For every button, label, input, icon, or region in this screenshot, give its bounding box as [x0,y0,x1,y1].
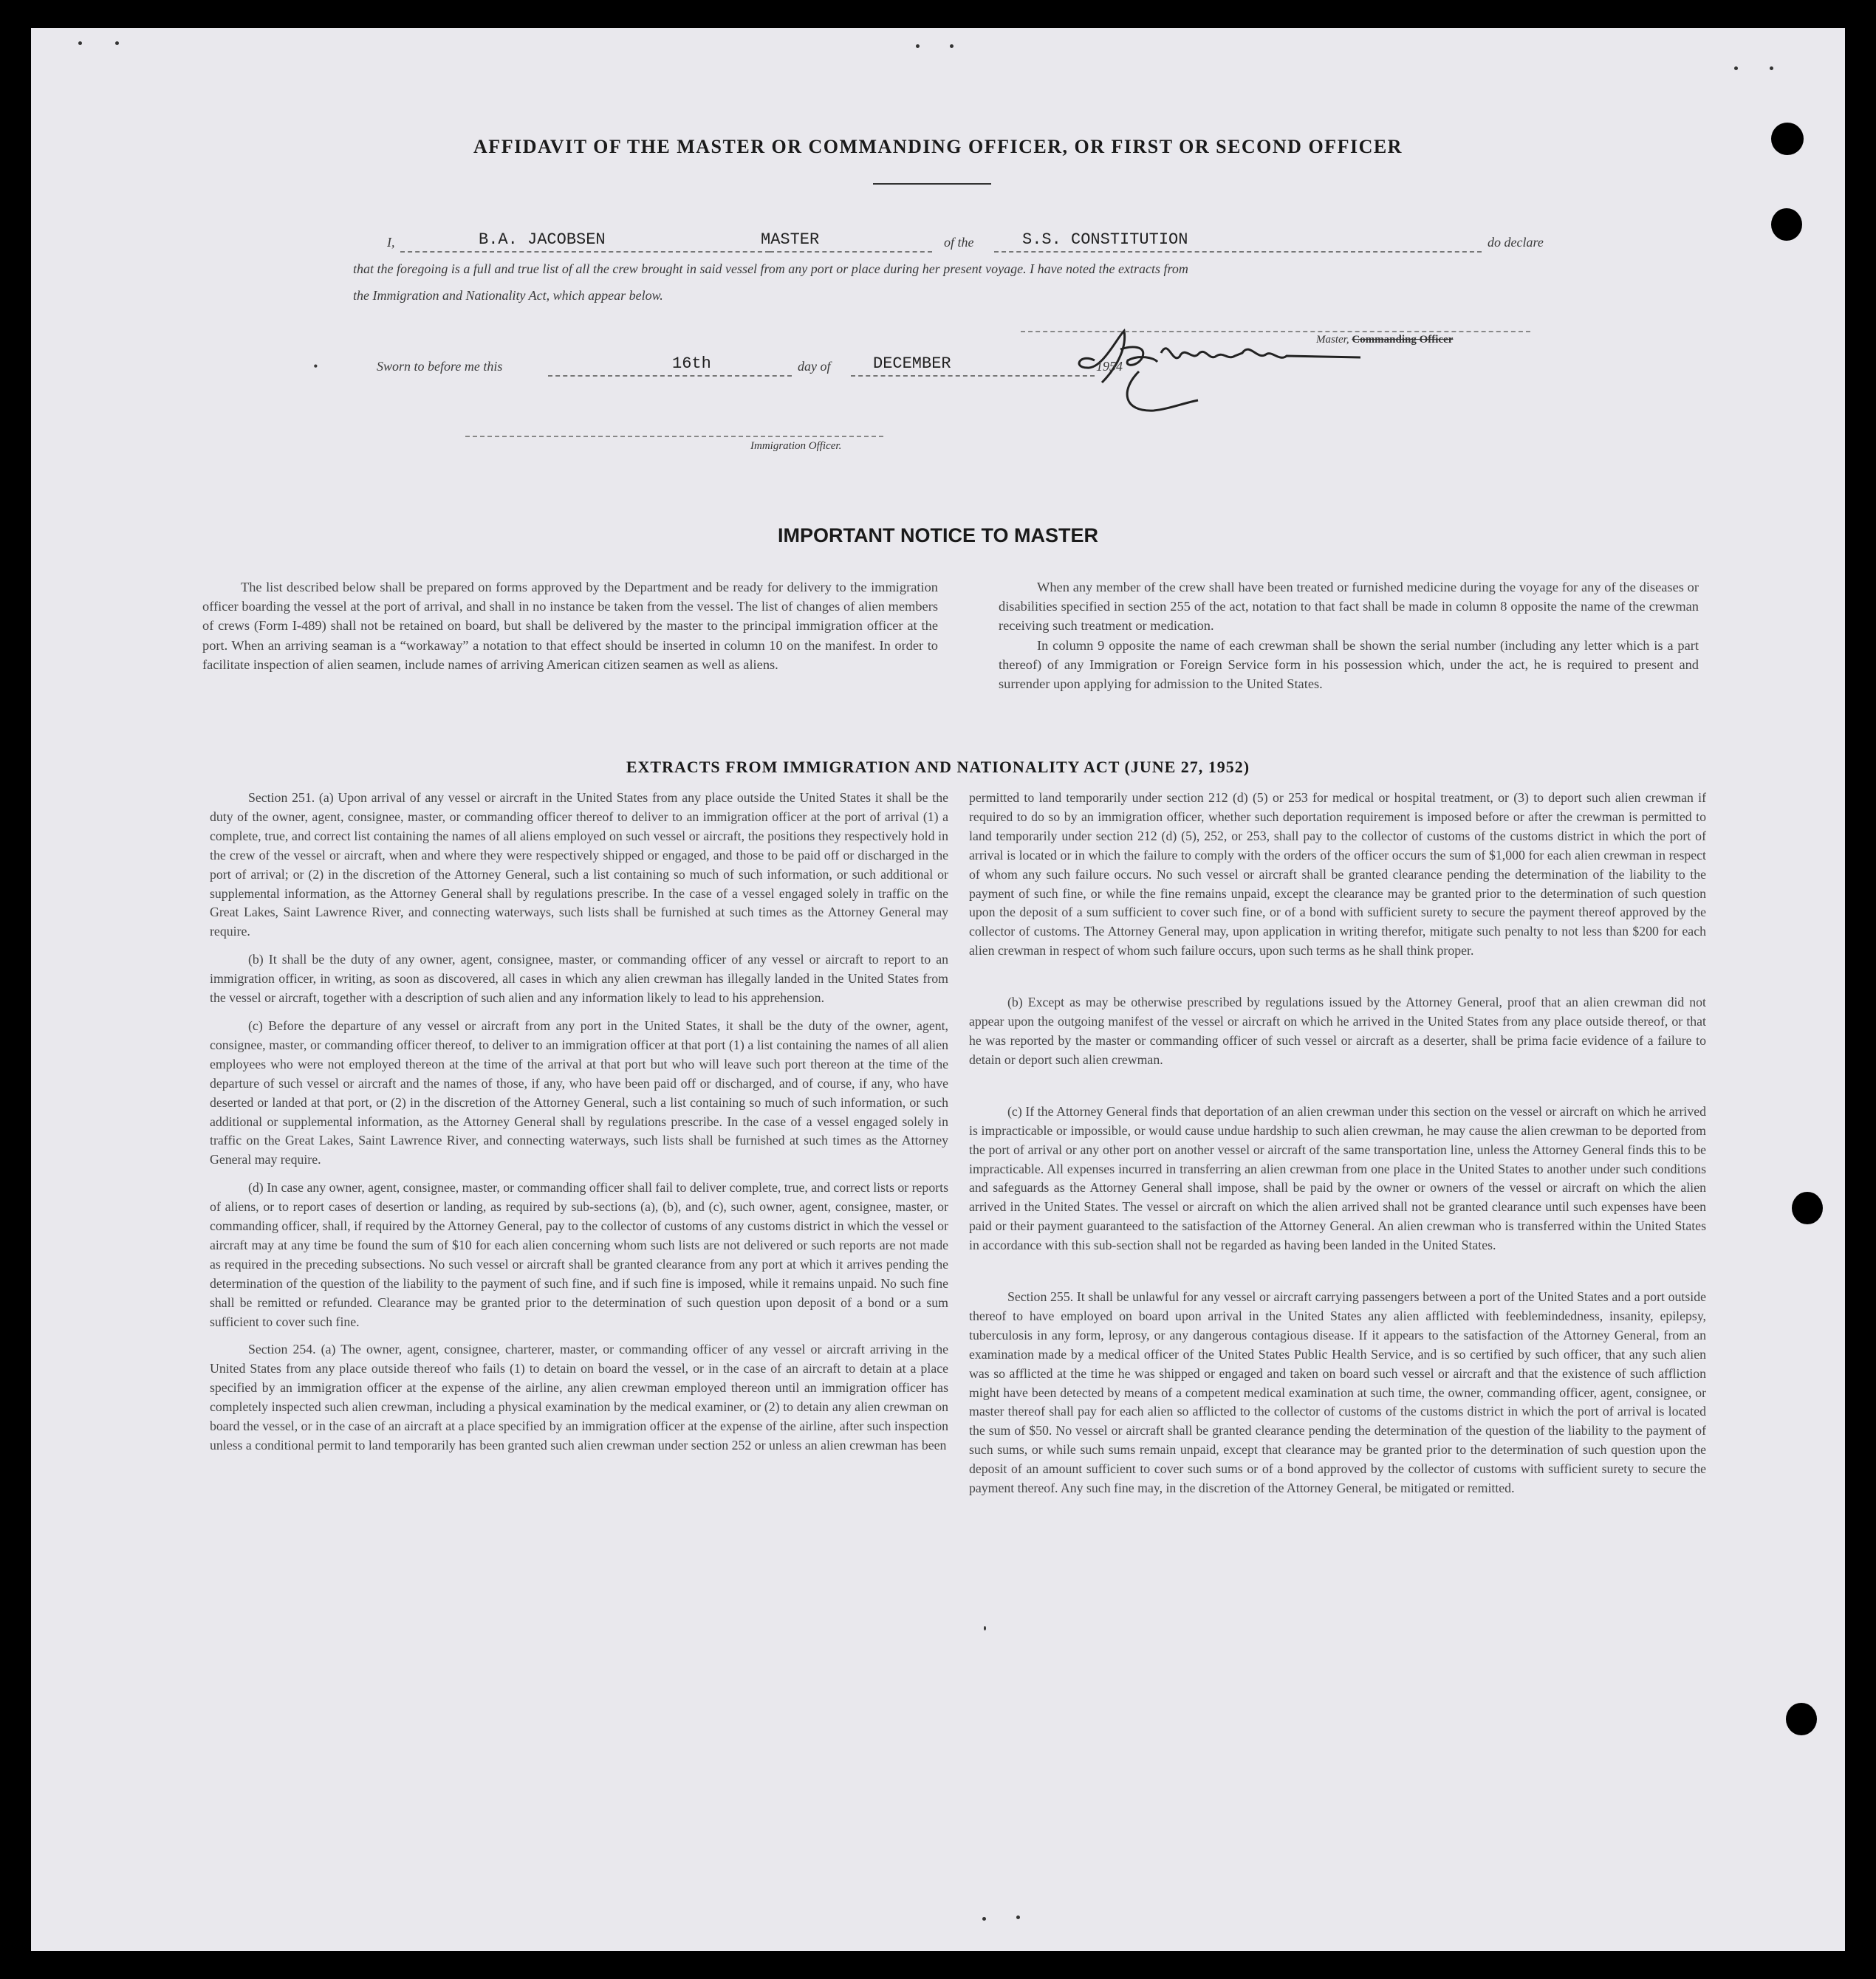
affidavit-statement-line-1: that the foregoing is a full and true list of all the crew brought in said vessel from any port or place during her present voyage. I have noted the extracts from [353,261,1188,276]
binder-hole-second [1771,208,1802,241]
section-251-b: (b) It shall be the duty of any owner, agent, consignee, master, or commanding officer of any vessel or aircraft to report to an immigration officer, in writing, as soon as discovered, all cases in which any alien crewman has illegally landed in the United States from the vessel or aircraft, together with a description of such alien and any information likely to lead to his apprehension. [210,952,948,1006]
section-254-a: Section 254. (a) The owner, agent, consignee, charterer, master, or commanding officer of any vessel or aircraft arriving in the United States from any place outside thereof who fails (1) to detain on board the vessel, or in the case of an aircraft to detain at a place specified by an immigration officer at the expense of the airline, any alien crewman employed thereon until an immigration officer has completely inspected such alien crewman, including a physical examination by the medical examiner, or (2) to detain any alien crewman on board the vessel, or in the case of an aircraft at a place specified by an immigration officer at the expense of the airline, after such inspection unless a conditional permit to land temporarily has been granted such alien crewman under section 252 or unless an alien crewman has been [210,1342,948,1452]
notice-paragraph: The list described below shall be prepared on forms approved by the Department and be ready for delivery to the immigration officer boarding the vessel at the port of arrival, and shall in no instance be taken from the vessel. The list of changes of alien members of crews (Form I-489) shall not be retained on board, but shall be delivered by the master to the principal immigration officer at the port. When an arriving seaman is a “workaway” a notation to that effect should be inserted in column 10 on the manifest. In order to facilitate inspection of alien seamen, include names of arriving American citizen seamen as well as aliens. [202,580,938,672]
document-page [31,28,1845,1951]
month-blank [851,375,1095,377]
section-254-a-continued: permitted to land temporarily under section 212 (d) (5) or 253 for medical or hospital treatment, or (3) to deport such alien crewman if required to do so by an immigration officer, whether such deportation requirement is imposed before or after the crewman is permitted to land temporarily under section 212 (d) (5), 252, or 253, shall pay to the collector of customs of the customs district in which the port of arrival is located or in which the failure to comply with the orders of the officer occurs the sum of $1,000 for each alien crewman in respect of whom any such failure occurs. No such vessel or aircraft shall be granted clearance pending the determination of the liability to the payment of such fine, or while the fine remains unpaid, except the clearance may be granted prior to the determination of such question upon the deposit of a sum sufficient to cover such fine, or of a bond with sufficient surety to secure the payment thereof approved by the collector of customs. The Attorney General may, upon application in writing therefor, mitigate such penalty to not less than $200 for each alien crewman in respect of whom such failure occurs, upon such terms as he shall think proper. [969,790,1706,958]
affidavit-statement-line-2: the Immigration and Nationality Act, which appear below. [353,288,663,303]
master-signature-caption [1316,334,1453,346]
binder-hole-bottom [1786,1703,1817,1735]
sworn-month: DECEMBER [873,354,951,373]
notice-paragraph: In column 9 opposite the name of each crewman shall be shown the serial number (including any letter which is a part thereof) of any Immigration or Foreign Service form in his possession which, under the act, he is required to present and surrender upon applying for admission to the United States. [999,637,1699,692]
notice-left-column [202,577,938,682]
scan-speck [1770,66,1773,70]
day-blank [548,375,792,377]
scan-speck [1016,1915,1020,1919]
struck-caption: Commanding Officer [1352,334,1454,346]
sworn-label: Sworn to before me this [377,359,503,374]
scan-speck [115,41,119,45]
name-blank [400,251,770,253]
section-254-b: (b) Except as may be otherwise prescribed by regulations issued by the Attorney General, proof that an alien crewman did not appear upon the outgoing manifest of the vessel or aircraft on which he arrived in the United States from any place outside thereof, or that he was reported by the master or commanding officer of such vessel or aircraft as a deserter, shall be prima facie evidence of a failure to detain or deport such alien crewman. [969,995,1706,1067]
of-the-label: of the [944,235,974,250]
sworn-day: 16th [672,354,711,373]
section-251-a: Section 251. (a) Upon arrival of any vessel or aircraft in the United States from any place outside the United States it shall be the duty of the owner, agent, consignee, master, or commanding officer thereof to deliver to an immigration officer at the port of arrival (1) a complete, true, and correct list containing the names of all aliens employed on such vessel or aircraft, the positions they respectively hold in the crew of the vessel or aircraft, when and where they were respectively shipped or engaged, and those to be paid off or discharged in the port of arrival; or (2) in the discretion of the Attorney General, such a list containing so much of such information, or such additional or supplemental information, as the Attorney General shall by regulations prescribe. In the case of a vessel engaged solely in traffic on the Great Lakes, Saint Lawrence River, and connecting waterways, such lists shall be furnished at such times as the Attorney General may require. [210,790,948,939]
do-declare-label: do declare [1488,235,1544,250]
scan-speck [982,1917,986,1921]
scan-speck [916,44,920,48]
i-label: I, [387,235,395,250]
affidavit-title: AFFIDAVIT OF THE MASTER OR COMMANDING OFFICER, OR FIRST OR SECOND OFFICER [473,136,1403,157]
vessel-blank [994,251,1482,253]
master-name: B.A. JACOBSEN [479,230,606,249]
scan-speck [950,44,954,48]
sworn-bullet: • [313,359,318,374]
rank-blank [770,251,932,253]
notice-right-column [999,577,1699,702]
vessel-name: S.S. CONSTITUTION [1022,230,1188,249]
scan-speck [984,1626,986,1630]
section-251-d: (d) In case any owner, agent, consignee, master, or commanding officer shall fail to deliver complete, true, and correct lists or reports of aliens, or to report cases of desertion or landing, as required by sub-sections (a), (b), and (c), such owner, agent, consignee, master, or commanding officer, shall, if required by the Attorney General, pay to the collector of customs of any customs district in which the vessel or aircraft may at any time be found the sum of $10 for each alien concerning whom such lists are not delivered or such reports are not made as required in the preceding subsections. No such vessel or aircraft shall be granted clearance from any port at which it arrives pending the determination of the question of the liability to the payment of such fine, and if such fine is imposed, while it remains unpaid. No such fine shall be remitted or refunded. Clearance may be granted prior to the determination of such question upon deposit of a bond or a sum sufficient to cover such fine. [210,1180,948,1329]
scan-speck [1734,66,1738,70]
section-255: Section 255. It shall be unlawful for any vessel or aircraft carrying passengers between a port of the United States and a port outside thereof to have employed on board upon arrival in the United States any alien afflicted with feeblemindedness, insanity, epilepsy, tuberculosis in any form, leprosy, or any dangerous contagious disease. If it appears to the satisfaction of the Attorney General, from an examination made by a medical officer of the United States Public Health Service, and is so certified by such officer, that any such alien was so afflicted at the time he was shipped or engaged and taken on board such vessel or aircraft and that the existence of such affliction might have been detected by means of a competent medical examination at such time, the owner, commanding officer, agent, consignee, or master thereof shall pay for each alien so afflicted to the collector of customs of the customs district in which the port of arrival is located the sum of $50. No vessel or aircraft shall be granted clearance pending the determination of the question of the liability to the payment of such sums, or while such sums remain unpaid, except that clearance may be granted prior to the determination of such question upon the deposit of an amount sufficient to cover such sums or of a bond approved by the collector of customs with sufficient surety to secure the payment thereof. Any such fine may, in the discretion of the Attorney General, be mitigated or remitted. [969,1289,1706,1496]
master-caption: Master, [1316,334,1349,346]
extracts-left-column [210,789,948,1464]
section-251-c: (c) Before the departure of any vessel or aircraft from any port in the United States, it shall be the duty of the owner, agent, consignee, master, or commanding officer thereof, to deliver to an immigration officer at that port (1) a list containing the names of all alien employees who were not employed thereon at the time of the arrival at that port but who will leave such port thereon at the time of the departure of such vessel or aircraft and the names of those, if any, who have been paid off or discharged, and of course, if any, who have deserted or landed at that port, or (2) in the discretion of the Attorney General, such a list containing so much of such information, or such additional or supplemental information, as the Attorney General shall by regulations prescribe. In the case of a vessel engaged solely in traffic on the Great Lakes, Saint Lawrence River, and connecting waterways, such lists shall be furnished at such times as the Attorney General may require. [210,1018,948,1167]
extracts-title: EXTRACTS FROM IMMIGRATION AND NATIONALITY ACT (JUNE 27, 1952) [626,758,1250,776]
master-rank: MASTER [761,230,820,249]
immigration-officer-blank [465,436,883,437]
notice-title: IMPORTANT NOTICE TO MASTER [778,524,1098,546]
title-underline [873,183,991,185]
binder-hole-third [1792,1192,1823,1224]
sworn-year: 1954 [1096,359,1123,374]
notice-paragraph: When any member of the crew shall have been treated or furnished medicine during the voyage for any of the diseases or disabilities specified in section 255 of the act, notation to that fact shall be made in column 8 opposite the name of the crewman receiving such treatment or medication. [999,580,1699,634]
immigration-officer-caption: Immigration Officer. [750,440,842,452]
day-of-label: day of [798,359,831,374]
extracts-right-column [969,789,1706,1531]
section-254-c: (c) If the Attorney General finds that deportation of an alien crewman under this section on the vessel or aircraft on which he arrived is impracticable or impossible, or would cause undue hardship to such alien crewman, he may cause the alien crewman to be deported from the port of arrival or any other port on another vessel or aircraft of the same transportation line, unless the Attorney General finds this to be impracticable. All expenses incurred in transferring an alien crewman from one place in the United States to another under such conditions and safeguards as the Attorney General shall impose, shall be paid by the owner or owners of the vessel or aircraft on which the alien arrived in the United States. The vessel or aircraft on which the alien arrived shall not be granted clearance until such expenses have been paid or their payment guaranteed to the satisfaction of the Attorney General. An alien crewman who is transferred within the United States in accordance with this sub-section shall not be regarded as having been landed in the United States. [969,1103,1706,1253]
scan-speck [78,41,82,45]
master-signature-blank [1021,331,1530,332]
